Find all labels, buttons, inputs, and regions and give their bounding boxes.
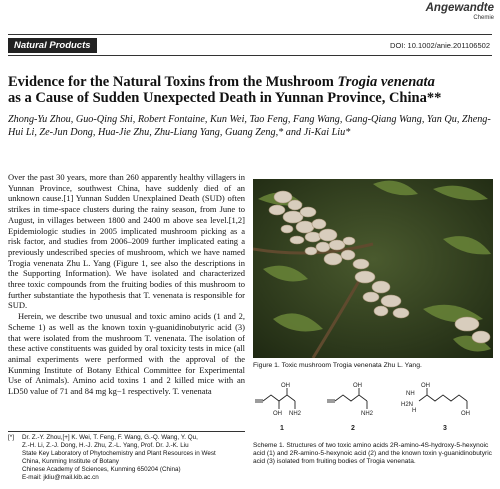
atom-o-3: OH — [421, 383, 430, 389]
atom-h2n-3: H2N — [401, 402, 414, 408]
atom-nh-3: NH — [406, 391, 415, 397]
atom-o-1: OH — [281, 383, 290, 389]
compound-label-1: 1 — [280, 425, 284, 432]
scheme-caption: Scheme 1. Structures of two toxic amino acids 2R-amino-4S-hydroxy-5-hexynoic acid (1) and 2R-amino-5-hexynoic acid (2) and the known toxin γ-guanidinobutyric acid (3) isolated from fruiting bodies of Trogia venenata. — [253, 442, 492, 466]
body-paragraph-2: Herein, we describe two unusual and toxic amino acids (1 and 2, Scheme 1) as well as the known toxin γ-guanidinobutyric acid (3) that were isolated from the mushroom T. venenata. The isolation of these active constituents was guided by oral toxicity tests in mice (all animal experiments were performed with the approval of the Kunming Institute of Botany Ethical Committee for Experimental Use of Animals). Amino acid toxins 1 and 2 killed mice with an LD50 value of 71 and 84 mg kg−1 respectively. T. venenata — [8, 311, 245, 397]
footnote-line: Dr. Z.-Y. Zhou,[+] K. Wei, T. Feng, F. Wang, G.-Q. Wang, Y. Qu, — [22, 434, 198, 441]
journal-logo — [426, 3, 494, 21]
mushroom-photo — [253, 179, 493, 358]
journal-logo-sub: Chemie — [473, 14, 494, 21]
body-paragraph-1: Over the past 30 years, more than 260 apparently healthy villagers in Yunnan Province, southwest China, have suddenly died of an unknown cause.[1] Yunnan Sudden Unexplained Death (SUD) often strikes in time-space clusters during the rainy season, from June to August, in villages between 1800 and 2400 m above sea level.[1,2] Epidemiologic studies in 2005 implicated mushroom picking as a risk factor, and studies from 2006–2009 further implicated eating a previously undescribed species of mushroom, which we have named Trogia venenata Zhu L. Yang (Figure 1, see also the descriptions in the Supporting Information). We have isolated and characterized three toxic compounds from the fruiting bodies of this mushroom to further substantiate the hypothesis that T. venenata is responsible for SUD. — [8, 172, 245, 311]
scheme-graphic — [253, 378, 493, 436]
compound-label-3: 3 — [443, 425, 447, 432]
title-species: Trogia venenata — [337, 74, 435, 90]
footnote-email[interactable]: E-mail: jkliu@mail.kib.ac.cn — [22, 474, 99, 481]
journal-logo-word: Angewandte — [425, 2, 494, 14]
body-column — [8, 172, 245, 428]
title-line1-text: Evidence for the Natural Toxins from the Mushroom — [8, 74, 338, 90]
atom-nh2-2: NH2 — [361, 411, 374, 417]
atom-nh2-1: NH2 — [289, 411, 302, 417]
mushroom-photo-graphic — [253, 179, 493, 358]
section-label: Natural Products — [8, 38, 97, 53]
header-rule — [8, 34, 492, 35]
footnote-line: China, Kunming Institute of Botany — [22, 458, 119, 465]
compound-label-2: 2 — [351, 425, 355, 432]
footnote-line: Z.-H. Li, Z.-J. Dong, H.-J. Zhu, Z.-L. Yang, Prof. Dr. J.-K. Liu — [22, 442, 189, 449]
footnote — [8, 434, 245, 482]
title-line2-text: as a Cause of Sudden Unexpected Death in Yunnan Province, China** — [8, 90, 442, 106]
author-list: Zhong-Yu Zhou, Guo-Qing Shi, Robert Fontaine, Kun Wei, Tao Feng, Fang Wang, Gang-Qiang Wang, Yan Qu, Zheng-Hui Li, Ze-Jun Dong, Hua-Jie Zhu, Zhu-Liang Yang, Guang Zeng,* and Ji-Kai Liu* — [8, 114, 491, 138]
doi[interactable]: DOI: 10.1002/anie.201106502 — [390, 41, 490, 50]
footnote-line: Chinese Academy of Sciences, Kunming 650204 (China) — [22, 466, 181, 473]
atom-oh-3: OH — [461, 411, 470, 417]
footnote-marker: [*] — [8, 434, 14, 441]
section-rule — [8, 55, 492, 56]
figure-caption: Figure 1. Toxic mushroom Trogia venenata Zhu L. Yang. — [253, 362, 422, 369]
scheme-structures — [253, 378, 493, 436]
footnote-rule — [8, 431, 245, 432]
article-title — [8, 74, 493, 106]
atom-h-3: H — [412, 408, 417, 414]
atom-oh-1: OH — [273, 411, 282, 417]
footnote-line: State Key Laboratory of Phytochemistry and Plant Resources in West — [22, 450, 216, 457]
atom-o-2: OH — [353, 383, 362, 389]
